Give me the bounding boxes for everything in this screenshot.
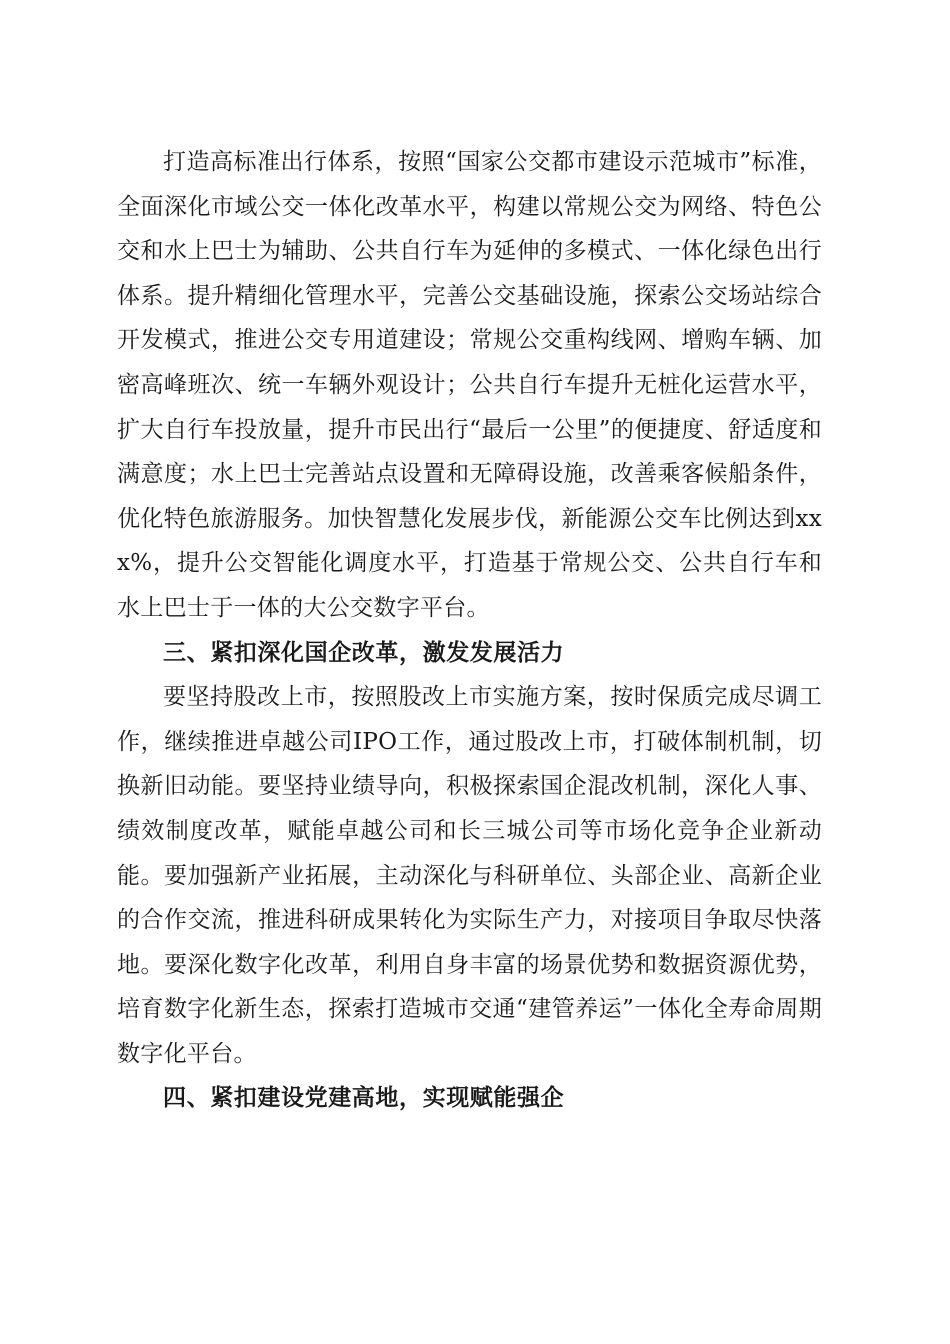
section-heading-3: 三、紧扣深化国企改革，激发发展活力 — [163, 639, 565, 666]
section-heading-4: 四、紧扣建设党建高地，实现赋能强企 — [163, 1085, 565, 1112]
body-paragraph-transit: 打造高标准出行体系，按照“国家公交都市建设示范城市”标准，全面深化市域公交一体化改革水平，构建以常规公交为网络、特色公交和水上巴士为辅助、公共自行车为延伸的多模式、一体化绿色出行体系。提升精细化管理水平，完善公交基础设施，探索公交场站综合开发模式，推进公交专用道建设；常规公交重构线网、增购车辆、加密高峰班次、统一车辆外观设计；公共自行车提升无桩化运营水平，扩大自行车投放量，提升市民出行“最后一公里”的便捷度、舒适度和满意度；水上巴士完善站点设置和无障碍设施，改善乘客候船条件，优化特色旅游服务。加快智慧化发展步伐，新能源公交车比例达到xxx%，提升公交智能化调度水平，打造基于常规公交、公共自行车和水上巴士于一体的大公交数字平台。 — [117, 149, 822, 621]
body-paragraph-reform: 要坚持股改上市，按照股改上市实施方案，按时保质完成尽调工作，继续推进卓越公司IPO工作，通过股改上市，打破体制机制，切换新旧动能。要坚持业绩导向，积极探索国企混改机制，深化人事、绩效制度改革，赋能卓越公司和长三城公司等市场化竞争企业新动能。要加强新产业拓展，主动深化与科研单位、头部企业、高新企业的合作交流，推进科研成果转化为实际生产力，对接项目争取尽快落地。要深化数字化改革，利用自身丰富的场景优势和数据资源优势，培育数字化新生态，探索打造城市交通“建管养运”一体化全寿命周期数字化平台。 — [117, 684, 822, 1067]
